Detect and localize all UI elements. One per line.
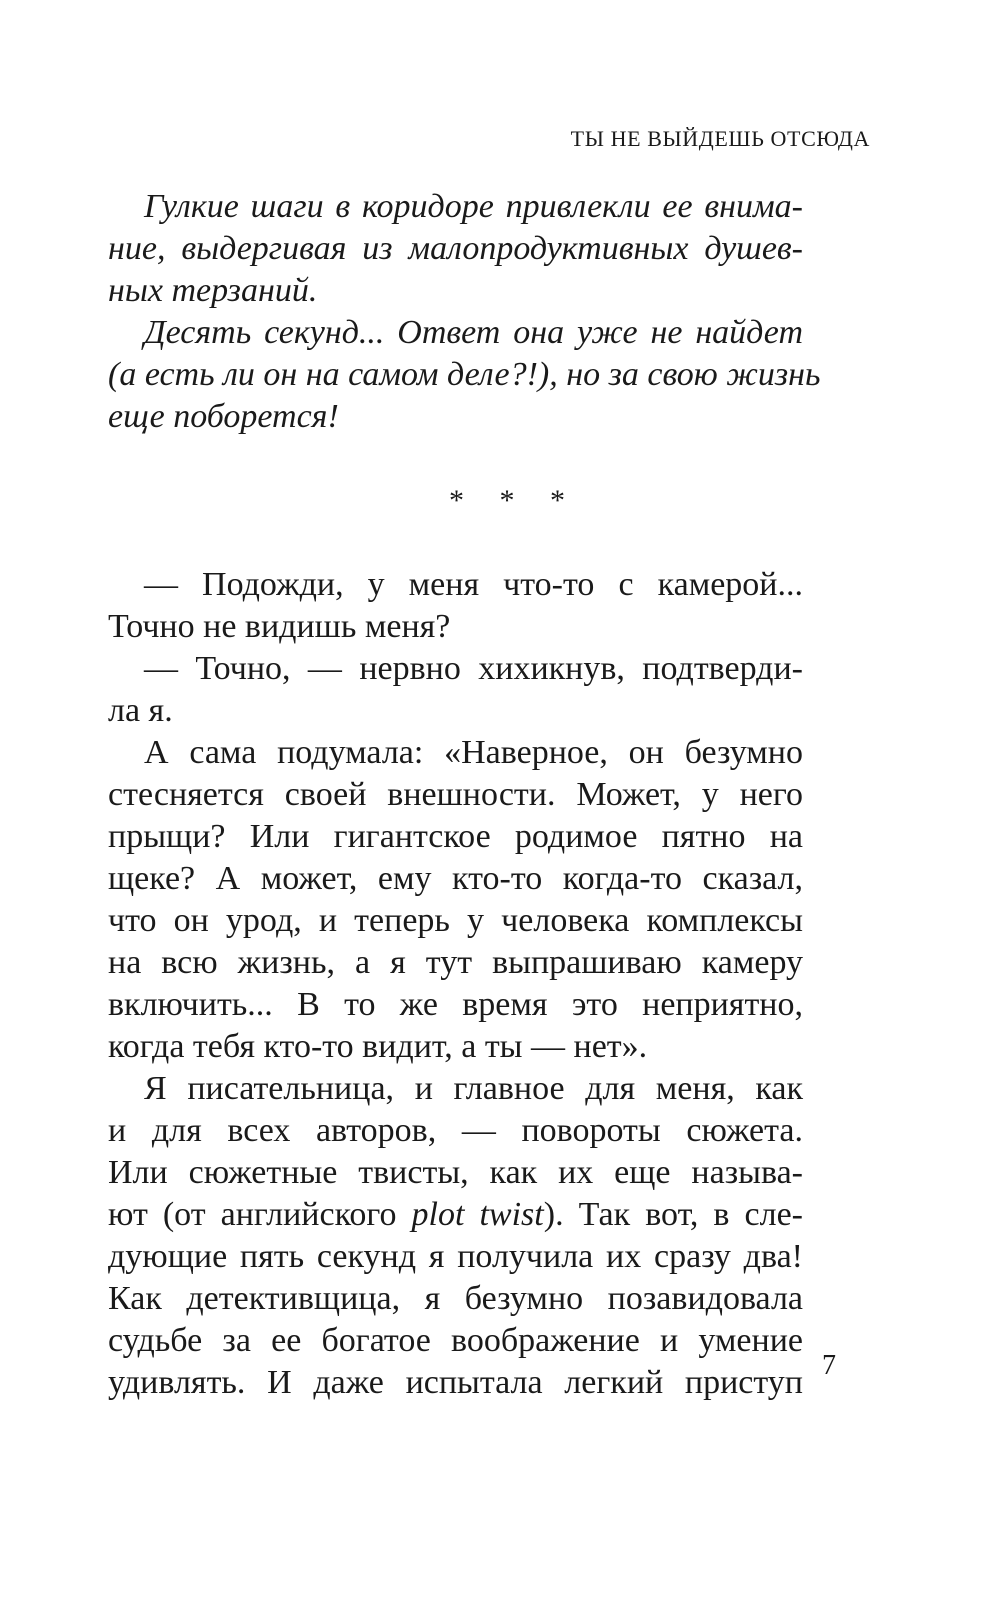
section-break: * * * [449, 484, 579, 517]
running-header: ТЫ НЕ ВЫЙДЕШЬ ОТСЮДА [570, 126, 870, 151]
text-line: — Подожди, у меня что-то с камерой... [144, 566, 803, 603]
text-line: А сама подумала: «Наверное, он безумно [144, 734, 803, 771]
text-line: ных терзаний. [108, 272, 318, 309]
text-line-with-italic [108, 1194, 803, 1236]
text-line: стесняется своей внешности. Может, у него [108, 776, 803, 813]
text-line: прыщи? Или гигантское родимое пятно на [108, 818, 803, 855]
text-line: дующие пять секунд я получила их сразу два! [108, 1238, 803, 1275]
text-line: еще поборется! [108, 398, 339, 435]
text-line: удивлять. И даже испытала легкий приступ [108, 1364, 803, 1401]
italic-term: plot twist [411, 1196, 544, 1233]
text-line: и для всех авторов, — повороты сюжета. [108, 1112, 803, 1149]
text-line: включить... В то же время это неприятно, [108, 986, 803, 1023]
text-line: судьбе за ее богатое воображение и умение [108, 1322, 803, 1359]
text-line: ла я. [108, 692, 173, 729]
text-fragment: ). Так вот, в сле- [543, 1196, 804, 1233]
text-line: Или сюжетные твисты, как их еще называ- [108, 1154, 803, 1191]
text-line: на всю жизнь, а я тут выпрашиваю камеру [108, 944, 803, 981]
text-line: Десять секунд... Ответ она уже не найдет [144, 314, 803, 351]
text-line: Я писательница, и главное для меня, как [144, 1070, 803, 1107]
text-line: — Точно, — нервно хихикнув, подтверди- [144, 650, 803, 687]
text-line: что он урод, и теперь у человека комплексы [108, 902, 803, 939]
page-number: 7 [822, 1350, 836, 1381]
text-fragment: ют (от английского [108, 1196, 412, 1233]
text-line: Гулкие шаги в коридоре привлекли ее внима- [144, 188, 803, 225]
text-line: Точно не видишь меня? [108, 608, 451, 645]
text-line: (а есть ли он на самом деле?!), но за свою жизнь [108, 356, 821, 393]
text-line: щеке? А может, ему кто-то когда-то сказал, [108, 860, 803, 897]
text-line: когда тебя кто-то видит, а ты — нет». [108, 1028, 648, 1065]
text-line: Как детективщица, я безумно позавидовала [108, 1280, 803, 1317]
text-line: ние, выдергивая из малопродуктивных душев- [108, 230, 803, 267]
